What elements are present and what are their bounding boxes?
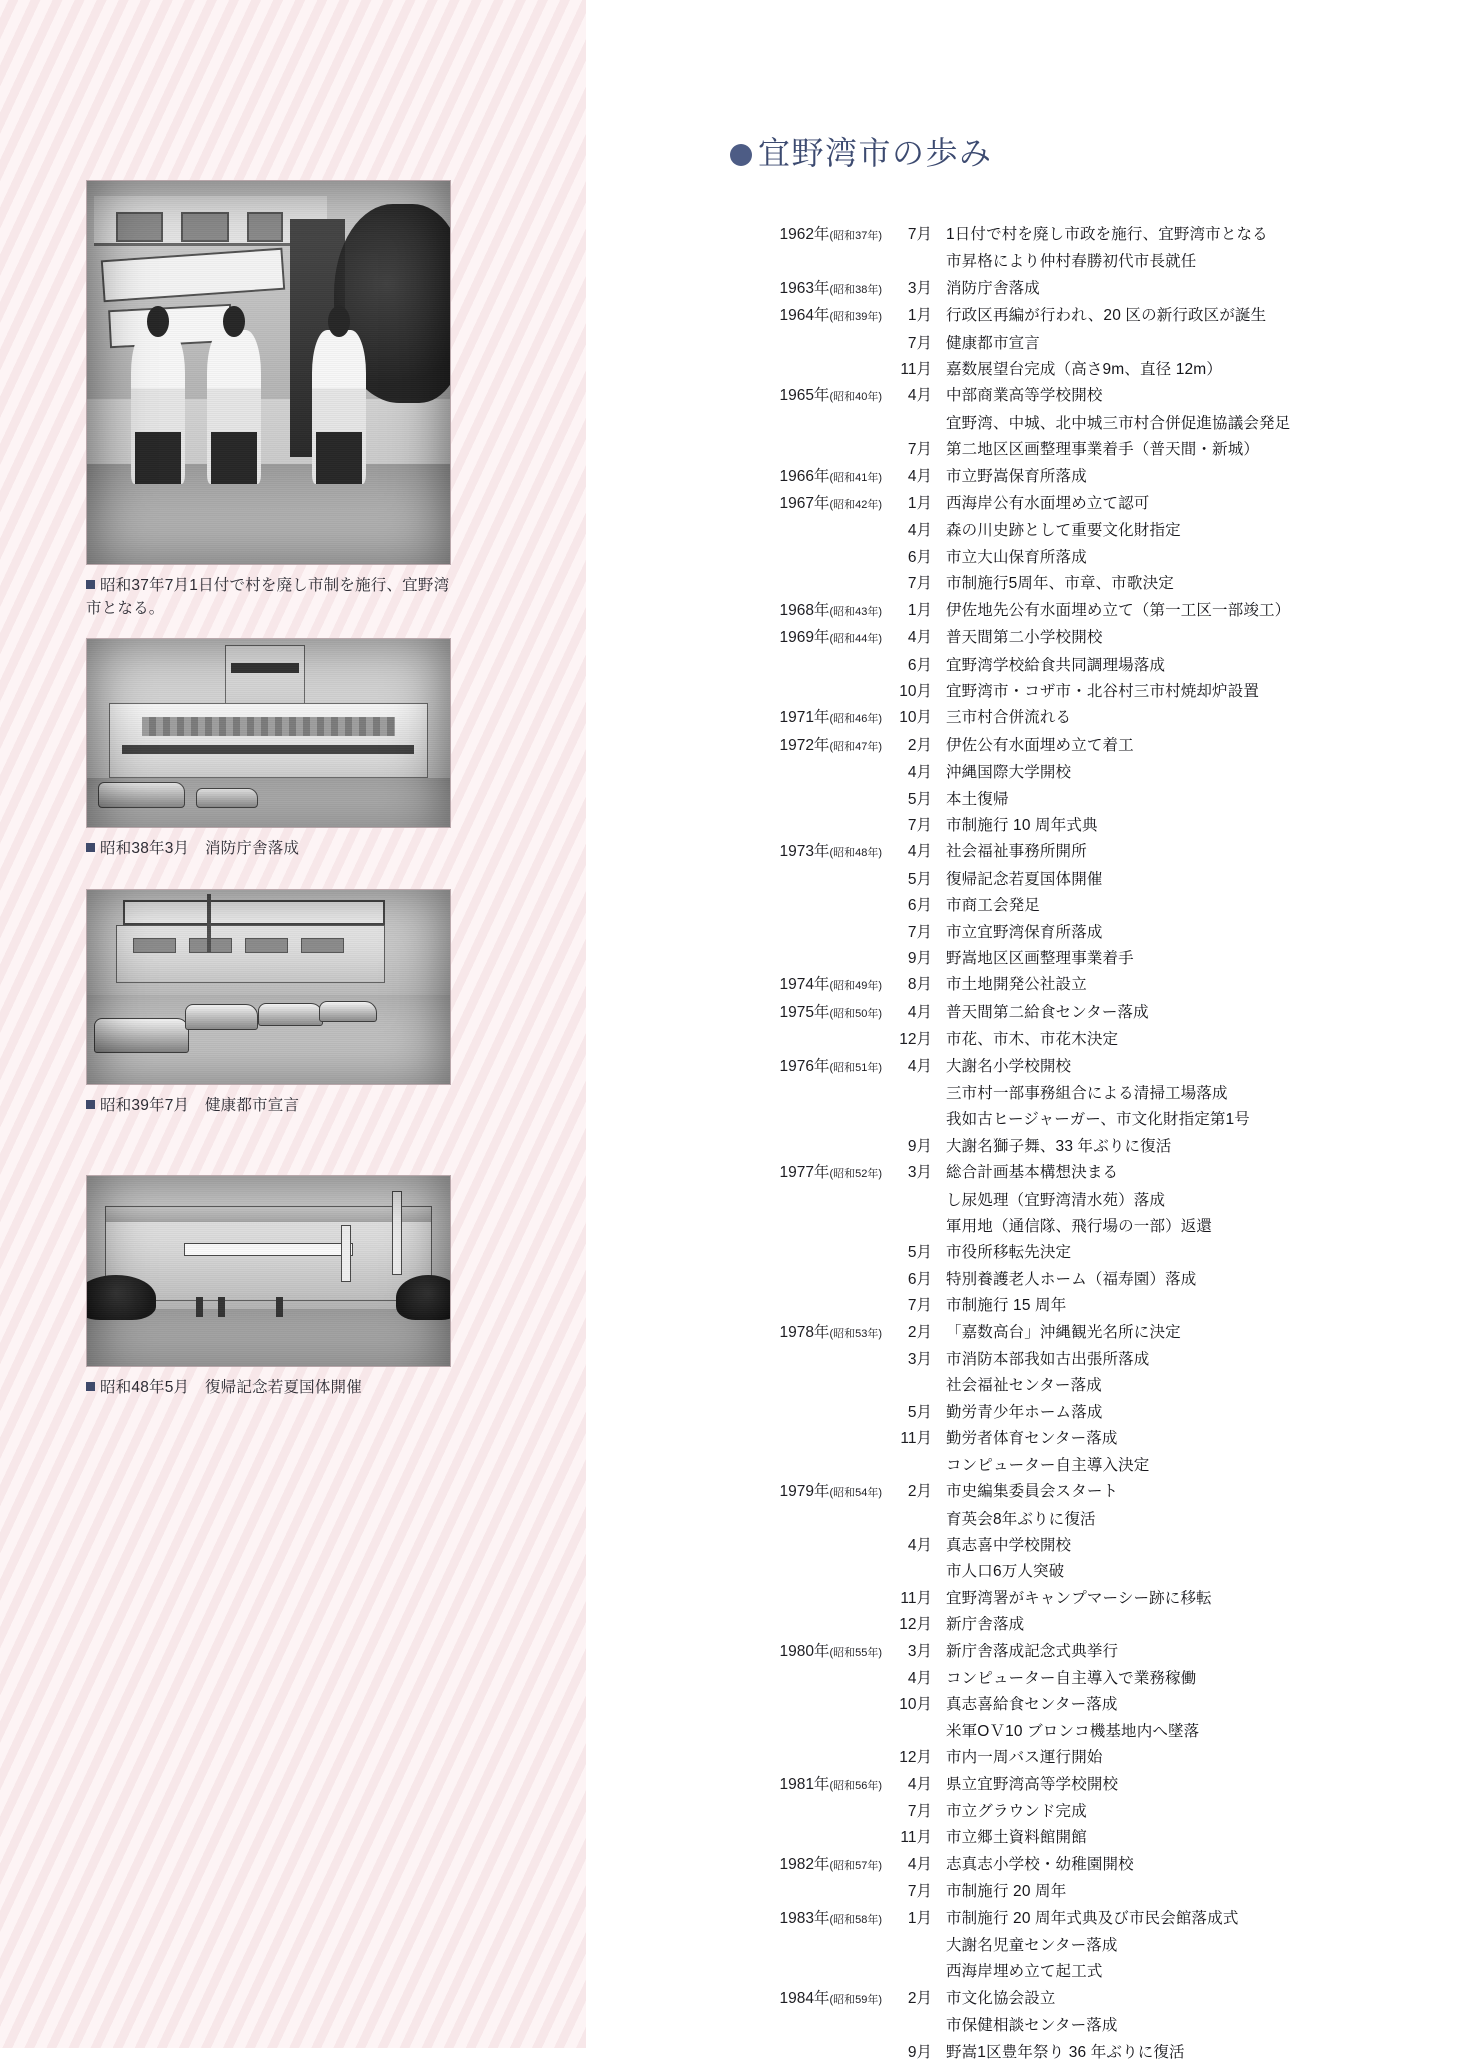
photo-block-2 <box>86 638 451 860</box>
bullet-circle-icon <box>730 144 752 166</box>
timeline-month: 4月 <box>907 1855 932 1873</box>
timeline-year-western: 1967年 <box>779 495 830 513</box>
timeline-row <box>730 1772 1430 1799</box>
timeline-month: 10月 <box>899 682 932 700</box>
timeline-row <box>730 705 1430 732</box>
timeline-month: 5月 <box>907 1403 932 1421</box>
timeline-row <box>730 1320 1430 1347</box>
timeline-year-era: (昭和59年) <box>829 1993 882 2006</box>
timeline-row <box>730 1745 1430 1771</box>
timeline-month: 4月 <box>907 629 932 647</box>
timeline-row <box>730 839 1430 866</box>
timeline-event: 大謝名獅子舞、33 年ぶりに復活 <box>946 1137 1172 1155</box>
timeline-row <box>730 1240 1430 1266</box>
timeline-row <box>730 1692 1430 1718</box>
timeline-event: 市立大山保育所落成 <box>946 548 1087 566</box>
timeline-month: 7月 <box>907 1297 932 1315</box>
timeline-year-western: 1971年 <box>779 709 830 727</box>
timeline-row <box>730 598 1430 625</box>
timeline-event: 本土復帰 <box>946 790 1009 808</box>
timeline-row <box>730 303 1430 330</box>
timeline-year-western: 1974年 <box>779 976 830 994</box>
city-office-photo <box>86 180 451 565</box>
timeline-year-era: (昭和43年) <box>829 605 882 618</box>
timeline-row <box>730 437 1430 463</box>
timeline-event: 普天間第二給食センター落成 <box>946 1003 1149 1021</box>
timeline-event: 宜野湾署がキャンプマーシー跡に移転 <box>946 1589 1212 1607</box>
timeline-year <box>730 1479 882 1506</box>
timeline-row <box>730 1347 1430 1373</box>
timeline-event: 復帰記念若夏国体開催 <box>946 870 1103 888</box>
timeline-row <box>730 1879 1430 1905</box>
timeline-year-era: (昭和40年) <box>829 391 882 404</box>
timeline-year <box>730 303 882 330</box>
timeline-year-western: 1983年 <box>779 1909 830 1927</box>
timeline-row <box>730 1906 1430 1933</box>
timeline-row <box>730 1559 1430 1585</box>
timeline-year-western: 1976年 <box>779 1057 830 1075</box>
timeline-month: 7月 <box>907 1883 932 1901</box>
timeline-year <box>730 276 882 303</box>
timeline-row <box>730 1426 1430 1452</box>
timeline-row <box>730 2040 1430 2066</box>
timeline-event: 嘉数展望台完成（高さ9m、直径 12m） <box>946 361 1222 379</box>
timeline-event: 市立グラウンド完成 <box>946 1802 1087 1820</box>
timeline-event: 市保健相談センター落成 <box>946 2017 1118 2035</box>
timeline-event: 我如古ヒージャーガー、市文化財指定第1号 <box>946 1111 1250 1129</box>
timeline-row <box>730 1507 1430 1533</box>
timeline-row <box>730 1160 1430 1187</box>
timeline-year-western: 1973年 <box>779 843 830 861</box>
timeline-month: 2月 <box>907 1989 932 2007</box>
timeline-row <box>730 411 1430 437</box>
timeline-event: 軍用地（通信隊、飛行場の一部）返還 <box>946 1218 1213 1236</box>
timeline-event: 中部商業高等学校開校 <box>946 387 1103 405</box>
timeline-month: 1月 <box>907 307 932 325</box>
timeline-year <box>730 1639 882 1666</box>
timeline-row <box>730 867 1430 893</box>
timeline-year <box>730 598 882 625</box>
timeline-event: 市立野嵩保育所落成 <box>946 467 1087 485</box>
timeline-month: 1月 <box>907 1909 932 1927</box>
timeline-event: 真志喜給食センター落成 <box>946 1696 1118 1714</box>
timeline-row <box>730 946 1430 972</box>
timeline-month: 4月 <box>907 1775 932 1793</box>
timeline-month: 1月 <box>907 495 932 513</box>
content-column <box>600 0 1460 2061</box>
timeline-year <box>730 222 882 249</box>
timeline-event: 宜野湾、中城、北中城三市村合併促進協議会発足 <box>946 414 1291 432</box>
timeline-event: 市文化協会設立 <box>946 1989 1056 2007</box>
timeline-event: 市史編集委員会スタート <box>946 1483 1119 1501</box>
timeline-year-era: (昭和37年) <box>829 230 882 242</box>
timeline-year-western: 1981年 <box>779 1775 830 1793</box>
timeline-month: 4月 <box>907 764 932 782</box>
timeline-event: 第二地区区画整理事業着手（普天間・新城） <box>946 441 1260 459</box>
timeline-row <box>730 331 1430 357</box>
timeline-event: 市制施行5周年、市章、市歌決定 <box>946 575 1174 593</box>
timeline-month: 7月 <box>907 575 932 593</box>
timeline-year-western: 1979年 <box>779 1483 830 1501</box>
band-edge-divider <box>586 0 592 2048</box>
timeline-year-era: (昭和38年) <box>829 283 882 296</box>
timeline-month: 8月 <box>907 976 932 994</box>
timeline-year <box>730 733 882 760</box>
timeline-year-era: (昭和52年) <box>829 1168 882 1181</box>
timeline-event: 普天間第二小学校開校 <box>946 629 1103 647</box>
timeline-month: 6月 <box>907 656 932 674</box>
timeline-row <box>730 1479 1430 1506</box>
timeline-row <box>730 1612 1430 1638</box>
timeline-month: 5月 <box>907 870 932 888</box>
photo-caption-3 <box>86 1094 451 1117</box>
timeline-year-western: 1965年 <box>779 387 830 405</box>
timeline-row <box>730 222 1430 249</box>
timeline-year-era: (昭和56年) <box>829 1779 882 1792</box>
timeline-row <box>730 1852 1430 1879</box>
timeline-event: 西海岸埋め立て起工式 <box>946 1963 1103 1981</box>
timeline-event: 消防庁舎落成 <box>946 279 1040 297</box>
timeline-row <box>730 1267 1430 1293</box>
timeline-event: 伊佐公有水面埋め立て着工 <box>946 736 1134 754</box>
timeline-month: 3月 <box>907 1351 932 1369</box>
timeline-year <box>730 1772 882 1799</box>
timeline-year-western: 1975年 <box>779 1003 830 1021</box>
photo-caption-1 <box>86 574 451 621</box>
timeline-row <box>730 571 1430 597</box>
timeline-year <box>730 1986 882 2013</box>
timeline-row <box>730 1799 1430 1825</box>
timeline-event: 総合計画基本構想決まる <box>946 1164 1119 1182</box>
timeline-event: 伊佐地先公有水面埋め立て（第一工区一部竣工） <box>946 601 1291 619</box>
timeline-event: 市制施行 10 周年式典 <box>946 816 1098 834</box>
timeline-year <box>730 1852 882 1879</box>
photo-block-1 <box>86 180 451 621</box>
timeline-year-western: 1966年 <box>779 467 830 485</box>
timeline-row <box>730 1666 1430 1692</box>
timeline-month: 9月 <box>907 949 932 967</box>
timeline-year-western: 1977年 <box>779 1164 830 1182</box>
timeline-month: 7月 <box>907 334 932 352</box>
timeline-event: 森の川史跡として重要文化財指定 <box>946 522 1181 540</box>
timeline-event: 市制施行 15 周年 <box>946 1297 1067 1315</box>
timeline-month: 6月 <box>907 897 932 915</box>
timeline-year-western: 1982年 <box>779 1855 830 1873</box>
photo-caption-2-text: 昭和38年3月 消防庁舎落成 <box>100 840 300 857</box>
timeline-year <box>730 839 882 866</box>
timeline-row <box>730 1107 1430 1133</box>
timeline-row <box>730 1188 1430 1214</box>
timeline-year-western: 1972年 <box>779 736 830 754</box>
timeline-event: 社会福祉事務所開所 <box>946 843 1087 861</box>
timeline-year-era: (昭和42年) <box>829 499 882 512</box>
timeline-event: 野嵩地区区画整理事業着手 <box>946 949 1134 967</box>
caption-bullet-square <box>86 580 95 589</box>
timeline-event: コンピューター自主導入で業務稼働 <box>946 1669 1197 1687</box>
photo-caption-4 <box>86 1376 451 1399</box>
timeline-row <box>730 679 1430 705</box>
timeline-month: 3月 <box>907 279 932 297</box>
timeline-event: 市内一周バス運行開始 <box>946 1749 1103 1767</box>
photo-block-3 <box>86 889 451 1117</box>
timeline-month: 3月 <box>907 1642 932 1660</box>
timeline-event: 勤労者体育センター落成 <box>946 1430 1118 1448</box>
timeline-year <box>730 705 882 732</box>
timeline-row <box>730 545 1430 571</box>
timeline-event: 大謝名児童センター落成 <box>946 1937 1118 1954</box>
timeline-month: 11月 <box>900 1829 932 1847</box>
timeline-list <box>730 222 1430 2066</box>
photo-caption-1-text: 昭和37年7月1日付で村を廃し市制を施行、宜野湾市となる。 <box>86 577 450 618</box>
timeline-year-era: (昭和58年) <box>829 1913 882 1926</box>
page-title-text: 宜野湾市の歩み <box>758 135 993 171</box>
timeline-month: 4月 <box>907 1669 932 1687</box>
timeline-event: 市立郷土資料館開館 <box>946 1829 1087 1847</box>
timeline-year <box>730 1160 882 1187</box>
timeline-month: 7月 <box>907 1802 932 1820</box>
timeline-row <box>730 1986 1430 2013</box>
timeline-month: 4月 <box>907 1057 932 1075</box>
timeline-month: 4月 <box>907 522 932 540</box>
timeline-event: 西海岸公有水面埋め立て認可 <box>946 495 1150 513</box>
timeline-month: 9月 <box>907 2043 932 2061</box>
timeline-year-era: (昭和49年) <box>829 980 882 993</box>
wakanatsu-games-photo <box>86 1175 451 1367</box>
timeline-row <box>730 491 1430 518</box>
timeline-row <box>730 653 1430 679</box>
timeline-year-era: (昭和41年) <box>829 471 882 484</box>
timeline-row <box>730 1639 1430 1666</box>
timeline-row <box>730 1933 1430 1959</box>
caption-bullet-square <box>86 843 95 852</box>
timeline-event: 県立宜野湾高等学校開校 <box>946 1775 1119 1793</box>
timeline-event: 育英会8年ぶりに復活 <box>946 1510 1096 1528</box>
timeline-year <box>730 1906 882 1933</box>
timeline-year-western: 1980年 <box>779 1642 830 1660</box>
timeline-event: 米軍ОＶ10 ブロンコ機基地内へ墜落 <box>946 1722 1200 1740</box>
timeline-event: 市制施行 20 周年式典及び市民会館落成式 <box>946 1909 1239 1927</box>
timeline-row <box>730 383 1430 410</box>
timeline-year <box>730 1320 882 1347</box>
timeline-year-era: (昭和57年) <box>829 1859 882 1872</box>
photo-caption-4-text: 昭和48年5月 復帰記念若夏国体開催 <box>100 1379 362 1396</box>
timeline-row <box>730 1719 1430 1745</box>
timeline-row <box>730 1214 1430 1240</box>
timeline-event: 新庁舎落成記念式典挙行 <box>946 1642 1119 1660</box>
timeline-month: 7月 <box>907 923 932 941</box>
timeline-month: 7月 <box>907 226 932 243</box>
photo-caption-2 <box>86 837 451 860</box>
timeline-event: 志真志小学校・幼稚園開校 <box>946 1855 1134 1873</box>
timeline-year-western: 1968年 <box>779 601 830 619</box>
timeline-month: 12月 <box>899 1616 932 1634</box>
timeline-event: 社会福祉センター落成 <box>946 1377 1102 1395</box>
timeline-month: 10月 <box>899 709 932 727</box>
timeline-year <box>730 464 882 491</box>
timeline-event: 大謝名小学校開校 <box>946 1057 1072 1075</box>
timeline-year-western: 1964年 <box>779 307 830 325</box>
timeline-event: 健康都市宣言 <box>946 334 1040 352</box>
timeline-month: 4月 <box>907 1003 932 1021</box>
timeline-year <box>730 383 882 410</box>
timeline-row <box>730 920 1430 946</box>
timeline-row <box>730 787 1430 813</box>
timeline-month: 11月 <box>900 1430 932 1448</box>
timeline-month: 6月 <box>907 548 932 566</box>
timeline-row <box>730 249 1430 275</box>
timeline-month: 10月 <box>899 1696 932 1714</box>
health-city-declaration-photo <box>86 889 451 1085</box>
timeline-month: 4月 <box>907 1536 932 1554</box>
timeline-year-western: 1969年 <box>779 629 830 647</box>
timeline-year-era: (昭和48年) <box>829 847 882 860</box>
timeline-event: 市立宜野湾保育所落成 <box>946 923 1103 941</box>
timeline-year <box>730 625 882 652</box>
timeline-row <box>730 972 1430 999</box>
timeline-event: 新庁舎落成 <box>946 1616 1025 1634</box>
timeline-row <box>730 2013 1430 2039</box>
timeline-month: 5月 <box>907 790 932 808</box>
timeline-row <box>730 1373 1430 1399</box>
timeline-year-western: 1962年 <box>779 226 830 243</box>
timeline-month: 7月 <box>907 441 932 459</box>
timeline-row <box>730 1293 1430 1319</box>
timeline-month: 9月 <box>907 1137 932 1155</box>
timeline-month: 4月 <box>907 387 932 405</box>
timeline-month: 6月 <box>907 1270 932 1288</box>
timeline-month: 12月 <box>899 1031 932 1049</box>
timeline-row <box>730 893 1430 919</box>
timeline-event: 沖縄国際大学開校 <box>946 764 1072 782</box>
timeline-year-western: 1963年 <box>779 279 830 297</box>
timeline-month: 2月 <box>907 1323 932 1341</box>
timeline-row <box>730 276 1430 303</box>
timeline-year-era: (昭和55年) <box>829 1646 882 1659</box>
timeline-year-era: (昭和54年) <box>829 1487 882 1500</box>
photo-column <box>86 0 466 2048</box>
caption-bullet-square <box>86 1382 95 1391</box>
caption-bullet-square <box>86 1100 95 1109</box>
photo-block-4 <box>86 1175 451 1399</box>
timeline-event: 市人口6万人突破 <box>946 1563 1065 1581</box>
timeline-row <box>730 625 1430 652</box>
timeline-event: 三市村一部事務組合による清掃工場落成 <box>946 1085 1228 1102</box>
timeline-month: 11月 <box>900 1589 932 1607</box>
page-title <box>730 128 993 174</box>
timeline-row <box>730 1081 1430 1107</box>
timeline-year-era: (昭和53年) <box>829 1327 882 1340</box>
timeline-year <box>730 1054 882 1081</box>
timeline-event: 特別養護老人ホーム（福寿園）落成 <box>946 1270 1197 1288</box>
timeline-event: 勤労青少年ホーム落成 <box>946 1403 1103 1421</box>
timeline-row <box>730 1959 1430 1985</box>
timeline-month: 4月 <box>907 843 932 861</box>
timeline-row <box>730 733 1430 760</box>
timeline-row <box>730 518 1430 544</box>
timeline-month: 1月 <box>907 601 932 619</box>
timeline-event: 市消防本部我如古出張所落成 <box>946 1351 1150 1369</box>
timeline-year-era: (昭和44年) <box>829 633 882 646</box>
timeline-month: 2月 <box>907 1483 932 1501</box>
timeline-event: 行政区再編が行われ、20 区の新行政区が誕生 <box>946 307 1267 325</box>
timeline-row <box>730 1533 1430 1559</box>
timeline-month: 4月 <box>907 467 932 485</box>
timeline-year-era: (昭和46年) <box>829 713 882 726</box>
timeline-year-era: (昭和51年) <box>829 1061 882 1074</box>
timeline-event: し尿処理（宜野湾清水苑）落成 <box>946 1191 1166 1209</box>
timeline-event: コンピューター自主導入決定 <box>946 1456 1150 1474</box>
timeline-month: 7月 <box>907 816 932 834</box>
timeline-row <box>730 1825 1430 1851</box>
timeline-year <box>730 972 882 999</box>
timeline-event: 三市村合併流れる <box>946 709 1072 727</box>
timeline-row <box>730 1586 1430 1612</box>
timeline-row <box>730 1054 1430 1081</box>
timeline-month: 5月 <box>907 1244 932 1262</box>
timeline-event: 野嵩1区豊年祭り 36 年ぶりに復活 <box>946 2043 1185 2061</box>
timeline-event: 「嘉数高台」沖縄観光名所に決定 <box>946 1323 1181 1341</box>
timeline-month: 11月 <box>900 361 932 379</box>
timeline-row <box>730 1000 1430 1027</box>
timeline-year-western: 1984年 <box>779 1989 830 2007</box>
timeline-event: 市制施行 20 周年 <box>946 1883 1067 1901</box>
timeline-row <box>730 1453 1430 1479</box>
timeline-event: 市土地開発公社設立 <box>946 976 1087 994</box>
timeline-year <box>730 1000 882 1027</box>
timeline-month: 3月 <box>907 1164 932 1182</box>
timeline-event: 宜野湾学校給食共同調理場落成 <box>946 656 1166 674</box>
timeline-event: 宜野湾市・コザ市・北谷村三市村焼却炉設置 <box>946 682 1260 700</box>
timeline-row <box>730 813 1430 839</box>
photo-caption-3-text: 昭和39年7月 健康都市宣言 <box>100 1097 300 1114</box>
timeline-month: 2月 <box>907 736 932 754</box>
timeline-event: 市昇格により仲村春勝初代市長就任 <box>946 253 1197 271</box>
timeline-event: 真志喜中学校開校 <box>946 1536 1072 1554</box>
timeline-year <box>730 491 882 518</box>
timeline-year-era: (昭和50年) <box>829 1007 882 1020</box>
timeline-row <box>730 357 1430 383</box>
timeline-year-western: 1978年 <box>779 1323 830 1341</box>
timeline-event: 1日付で村を廃し市政を施行、宜野湾市となる <box>946 226 1268 243</box>
timeline-month: 12月 <box>899 1749 932 1767</box>
timeline-event: 市商工会発足 <box>946 897 1040 915</box>
timeline-row <box>730 1134 1430 1160</box>
timeline-year-era: (昭和47年) <box>829 740 882 753</box>
timeline-year-era: (昭和39年) <box>829 311 882 324</box>
timeline-event: 市役所移転先決定 <box>946 1244 1072 1262</box>
timeline-row <box>730 1027 1430 1053</box>
fire-station-photo <box>86 638 451 828</box>
timeline-row <box>730 1400 1430 1426</box>
timeline-event: 市花、市木、市花木決定 <box>946 1031 1119 1049</box>
timeline-row <box>730 760 1430 786</box>
timeline-row <box>730 464 1430 491</box>
